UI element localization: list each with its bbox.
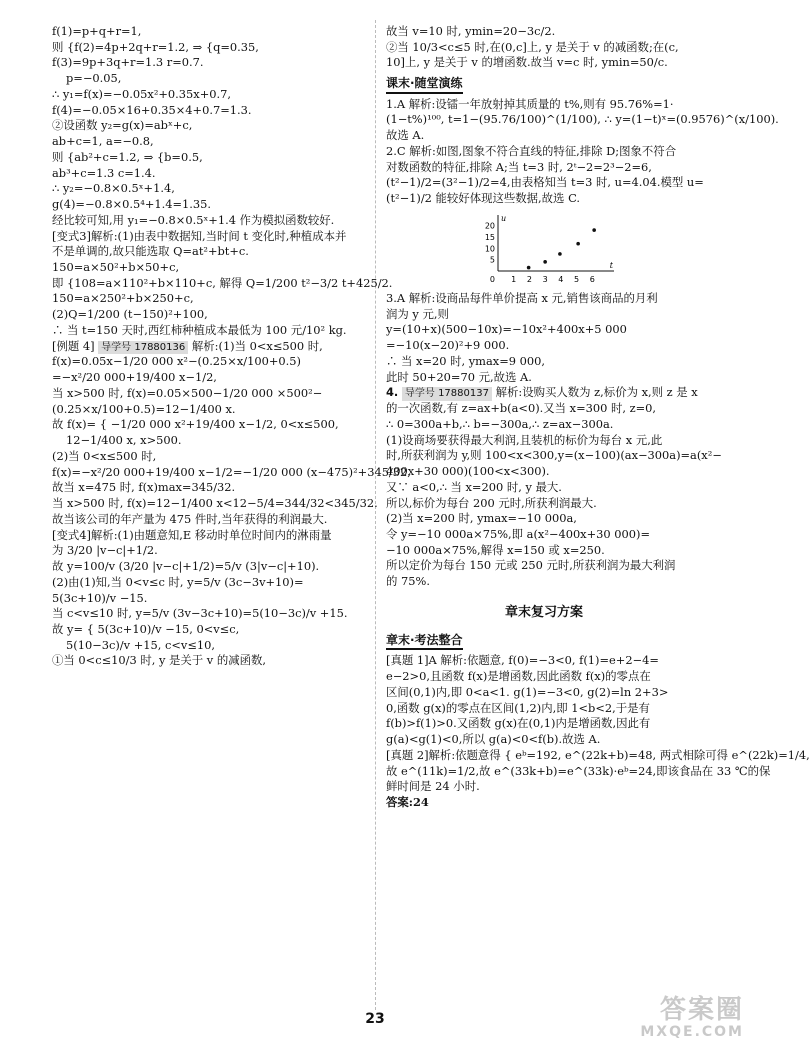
text-line: 故 y= { 5(3c+10)/v −15, 0<v≤c, [52,621,240,636]
data-point [576,242,580,246]
text-line: 的 75%. [386,574,430,589]
watermark-url: MXQE.COM [640,1023,744,1040]
column-divider [375,20,376,1010]
text-line: 的一次函数,有 z=ax+b(a<0).又当 x=300 时, z=0, [386,401,657,416]
y-tick-label: 10 [484,244,495,254]
text-line: ②当 10/3<c≤5 时,在(0,c]上, y 是关于 v 的减函数;在(c, [386,39,679,54]
text-line: 故当 v=10 时, ymin=20−3c/2. [386,24,556,38]
x-tick-label: 6 [589,274,595,284]
text-line: 2.C 解析:如图,图象不符合直线的特征,排除 D;图象不符合 [386,143,677,158]
watermark-logo [640,994,744,1042]
x-tick-label: 1 [511,274,517,284]
text-line: 则 {f(2)=4p+2q+r=1.2, ⇒ {q=0.35, [52,39,259,54]
text-line: 所以,标价为每台 200 元时,所获利润最大. [386,495,597,510]
section-heading-exam: 章末·考法整合 [386,632,463,651]
text-line: ∴ 当 x=20 时, ymax=9 000, [386,353,545,368]
text-line: 400x+30 000)(100<x<300). [386,464,550,479]
text-line: ab+c=1, a=−0.8, [52,134,154,149]
text-line: g(a)<g(1)<0,所以 g(a)<0<f(b).故选 A. [386,732,601,747]
question-number: 4. [386,385,399,400]
text-span: 解析:设购买人数为 z,标价为 x,则 z 是 x [495,385,698,400]
text-line: 时,所获利润为 y,则 100<x<300,y=(x−100)(ax−300a)=a(x²− [386,448,722,463]
text-line: 故 y=100/v (3/20 |v−c|+1/2)=5/v (3|v−c|+10). [52,559,320,574]
text-line: 则 {ab²+c=1.2, ⇒ {b=0.5, [52,149,203,164]
text-line: ∴ 当 t=150 天时,西红柿种植成本最低为 100 元/10² kg. [52,322,347,337]
text-line: 12−1/400 x, x>500. [66,433,182,448]
text-span: 解析:(1)当 0<x≤500 时, [191,338,323,353]
text-line: −10 000a×75%,解得 x=150 或 x=250. [386,542,605,557]
page-number: 23 [365,1011,385,1027]
text-line: ab³+c=1.3 c=1.4. [52,165,156,180]
right-column [386,24,810,811]
text-line: (1)设商场要获得最大利润,且装机的标价为每台 x 元,此 [386,432,663,447]
scatter-chart [476,213,616,285]
x-tick-label: 5 [574,274,580,284]
text-line: (2)当 x=200 时, ymax=−10 000a, [386,511,577,526]
text-line: 所以定价为每台 150 元或 250 元时,所获利润为最大利润 [386,558,676,573]
text-line: 5(10−3c)/v +15, c<v≤10, [66,637,215,652]
text-line: (0.25×x/100+0.5)=12−1/400 x. [52,401,236,416]
text-line: [真题 1]A 解析:依题意, f(0)=−3<0, f(1)=e+2−4= [386,653,659,668]
text-line: [变式3]解析:(1)由表中数据知,当时间 t 变化时,种植成本并 [52,228,347,243]
x-tick-label: 3 [542,274,548,284]
section-heading-practice: 课末·随堂演练 [386,75,463,94]
text-line: 故选 A. [386,128,425,143]
text-line: 润为 y 元,则 [386,306,449,321]
text-line: (2)由(1)知,当 0<v≤c 时, y=5/v (3c−3v+10)= [52,574,304,589]
x-axis-label: t [609,260,613,270]
y-tick-label: 5 [489,255,495,265]
text-line: (t²−1)/2=(3²−1)/2=4,由表格知当 t=3 时, u=4.04.模型 u= [386,175,704,190]
y-axis-label: u [501,213,507,223]
text-line: f(4)=−0.05×16+0.35×4+0.7=1.3. [52,102,252,117]
text-line: =−10(x−20)²+9 000. [386,338,510,353]
text-line: 150=a×50²+b×50+c, [52,260,180,275]
text-line: 即 {108=a×110²+b×110+c, 解得 Q=1/200 t²−3/2 t+425/2. [52,275,393,290]
text-line: f(1)=p+q+r=1, [52,24,142,38]
data-point [543,260,547,264]
text-line: 又∵ a<0,∴ 当 x=200 时, y 最大. [386,479,562,494]
text-line: 区间(0,1)内,即 0<a<1. g(1)=−3<0, g(2)=ln 2+3> [386,684,669,699]
text-line: (2)当 0<x≤500 时, [52,448,157,463]
text-line: f(x)=−x²/20 000+19/400 x−1/2=−1/20 000 (x−475)²+345/32, [52,464,411,479]
text-line: e−2>0,且函数 f(x)是增函数,因此函数 f(x)的零点在 [386,669,651,684]
text-line: f(3)=9p+3q+r=1.3 r=0.7. [52,55,204,70]
text-line: 鲜时间是 24 小时. [386,779,480,794]
text-line: =−x²/20 000+19/400 x−1/2, [52,370,217,385]
data-point [558,252,562,256]
guide-number-badge: 导学号 17880136 [98,341,188,355]
text-line: 1.A 解析:设镭一年放射掉其质量的 t%,则有 95.76%=1· [386,96,674,111]
text-line: y=(10+x)(500−10x)=−10x²+400x+5 000 [386,322,627,337]
text-line: ∴ y₂=−0.8×0.5ˣ+1.4, [52,181,175,196]
text-line: 当 x>500 时, f(x)=12−1/400 x<12−5/4=344/32<345/32. [52,496,378,511]
text-line: 故当 x=475 时, f(x)max=345/32. [52,480,236,495]
text-line: 此时 50+20=70 元,故选 A. [386,369,532,384]
text-line: 10]上, y 是关于 v 的增函数.故当 v=c 时, ymin=50/c. [386,55,668,70]
text-line: ∴ 0=300a+b,∴ b=−300a,∴ z=ax−300a. [386,416,614,431]
watermark-text: 答案圈 [659,994,744,1025]
scatter-chart-svg [476,213,616,285]
chapter-review-title: 章末复习方案 [504,604,583,620]
origin-label: 0 [489,274,495,284]
text-line: (2)Q=1/200 (t−150)²+100, [52,307,208,322]
guide-number-badge: 导学号 17880137 [402,387,492,401]
text-line: g(4)=−0.8×0.5⁴+1.4=1.35. [52,197,212,212]
text-line: (t²−1)/2 能较好体现这些数据,故选 C. [386,191,580,206]
x-tick-label: 4 [558,274,564,284]
answer-line: 答案:24 [386,795,429,809]
text-line: 5(3c+10)/v −15. [52,590,148,605]
text-line: 故 f(x)= { −1/20 000 x²+19/400 x−1/2, 0<x≤500, [52,417,339,432]
data-point [592,228,596,232]
data-point [527,266,531,270]
text-line: 为 3/20 |v−c|+1/2. [52,543,158,558]
x-tick-label: 2 [526,274,532,284]
text-line: 令 y=−10 000a×75%,即 a(x²−400x+30 000)= [386,526,650,541]
text-line: 当 x>500 时, f(x)=0.05×500−1/20 000 ×500²− [52,385,323,400]
text-line: 当 c<v≤10 时, y=5/v (3v−3c+10)=5(10−3c)/v +15. [52,606,348,621]
text-line: f(x)=0.05x−1/20 000 x²−(0.25×x/100+0.5) [52,354,301,369]
example-heading [52,339,368,355]
text-line: ∴ y₁=f(x)=−0.05x²+0.35x+0.7, [52,86,231,101]
text-line: [变式4]解析:(1)由题意知,E 移动时单位时间内的淋雨量 [52,527,332,542]
text-line: p=−0.05, [66,71,122,86]
text-line: 3.A 解析:设商品每件单价提高 x 元,销售该商品的月利 [386,290,658,305]
text-line: (1−t%)¹⁰⁰, t=1−(95.76/100)^(1/100), ∴ y=(1−t)ˣ=(0.9576)^(x/100). [386,112,779,127]
text-line: 不是单调的,故只能选取 Q=at²+bt+c. [52,244,249,259]
text-line: ①当 0<c≤10/3 时, y 是关于 v 的减函数, [52,653,267,668]
example-label: [例题 4] [52,338,95,353]
text-line: 150=a×250²+b×250+c, [52,291,194,306]
y-tick-label: 15 [484,232,495,242]
text-line: ②设函数 y₂=g(x)=abˣ+c, [52,118,193,133]
text-line: 故当该公司的年产量为 475 件时,当年获得的利润最大. [52,511,328,526]
question-4-heading [386,385,702,401]
text-line: [真题 2]解析:依题意得 { eᵇ=192, e^(22k+b)=48, 两式相除可得 e^(22k)=1/4, [386,747,810,762]
text-line: 故 e^(11k)=1/2,故 e^(33k+b)=e^(33k)·eᵇ=24,即该食品在 33 ℃的保 [386,763,771,778]
text-line: 对数函数的特征,排除 A;当 t=3 时, 2ᵗ−2=2³−2=6, [386,159,652,174]
text-line: f(b)>f(1)>0.又函数 g(x)在(0,1)内是增函数,因此有 [386,716,651,731]
y-tick-label: 20 [484,221,495,231]
text-line: 经比较可知,用 y₁=−0.8×0.5ˣ+1.4 作为模拟函数较好. [52,212,335,227]
text-line: 0,函数 g(x)的零点在区间(1,2)内,即 1<b<2,于是有 [386,700,650,715]
